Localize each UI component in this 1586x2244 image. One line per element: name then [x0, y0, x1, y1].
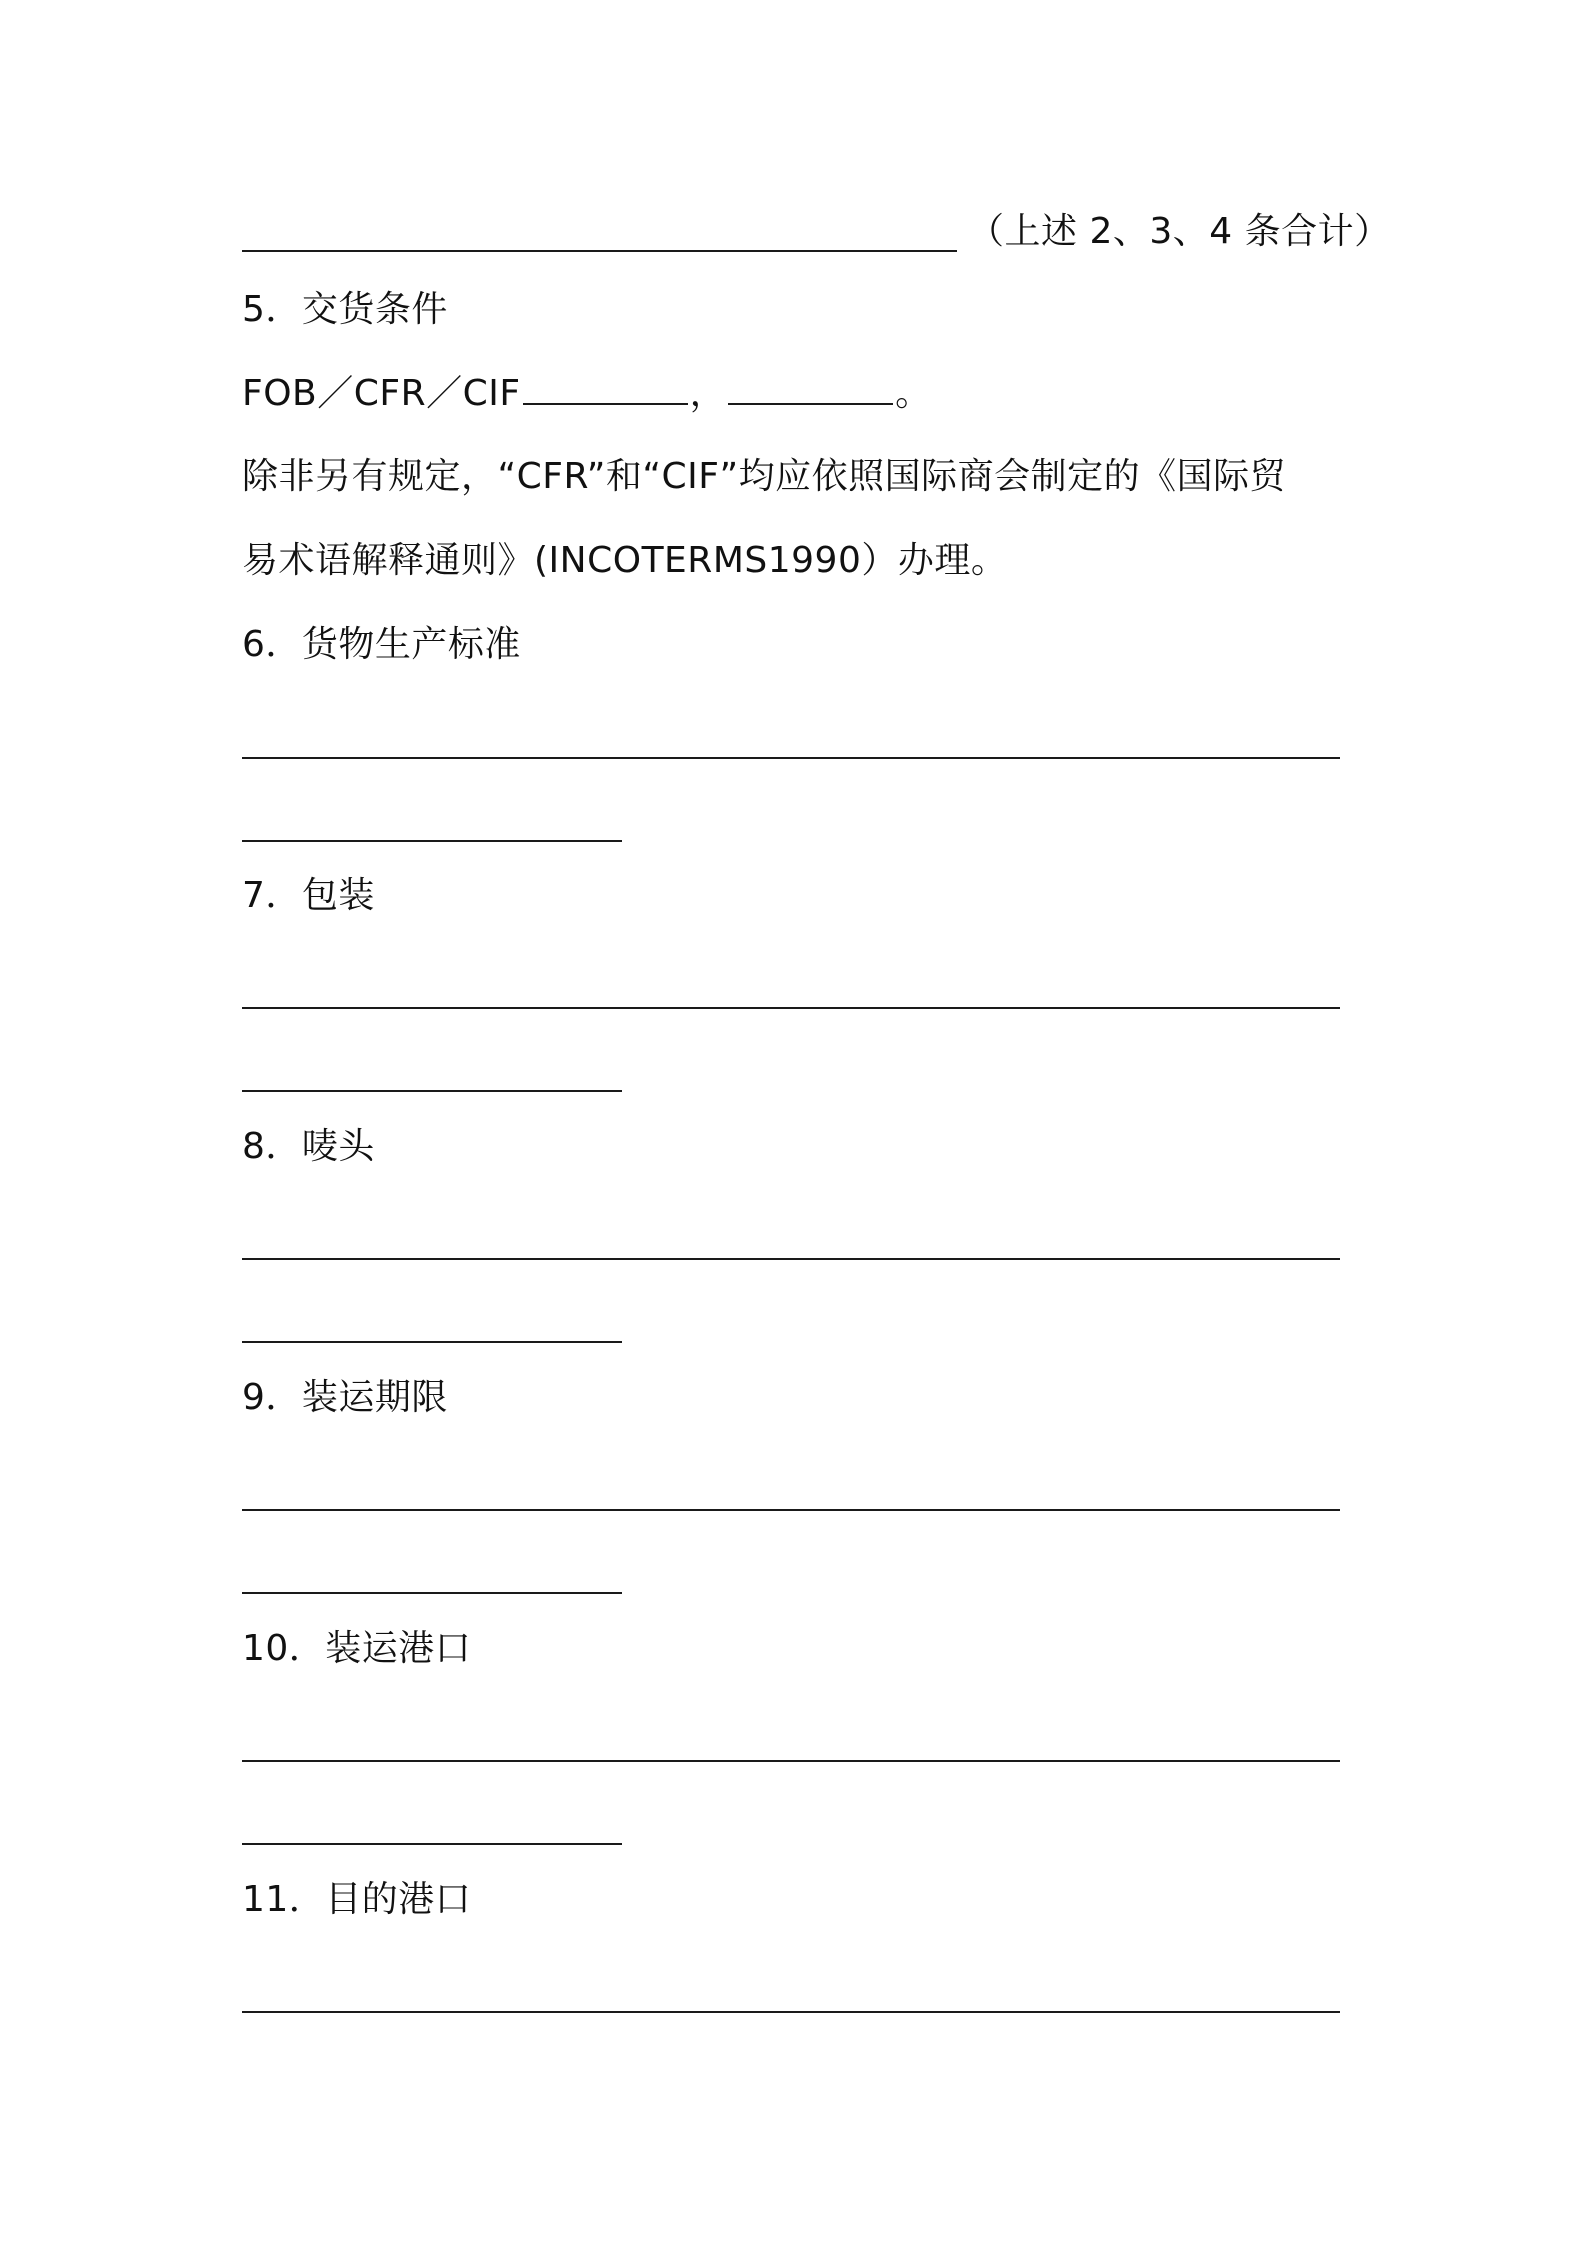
delivery-terms-line: [242, 370, 932, 418]
section-10-blank-line-2[interactable]: [242, 1843, 622, 1845]
delivery-separator: ，: [689, 373, 727, 414]
section-10-blank-line-1[interactable]: [242, 1760, 1340, 1762]
section-10-heading: 10．装运港口: [242, 1628, 472, 1669]
section-8-heading: 8．唛头: [242, 1126, 375, 1167]
section-11-heading: 11．目的港口: [242, 1879, 472, 1920]
section-6-heading: 6．货物生产标准: [242, 624, 521, 665]
section-6-blank-line-1[interactable]: [242, 757, 1340, 759]
delivery-blank-2[interactable]: [728, 373, 893, 405]
section-7-blank-line-2[interactable]: [242, 1090, 622, 1092]
section-7-heading: 7．包装: [242, 875, 375, 916]
delivery-blank-1[interactable]: [523, 373, 688, 405]
section-9-blank-line-2[interactable]: [242, 1592, 622, 1594]
incoterms-note-line-2: 易术语解释通则》(INCOTERMS1990）办理。: [242, 540, 1008, 581]
section-9-blank-line-1[interactable]: [242, 1509, 1340, 1511]
delivery-terms-prefix: FOB／CFR／CIF: [242, 373, 521, 414]
section-8-blank-line-2[interactable]: [242, 1341, 622, 1343]
delivery-ending: 。: [895, 373, 932, 414]
section-8-blank-line-1[interactable]: [242, 1258, 1340, 1260]
section-7-blank-line-1[interactable]: [242, 1007, 1340, 1009]
section-5-heading: 5．交货条件: [242, 289, 448, 330]
section-6-blank-line-2[interactable]: [242, 840, 622, 842]
section-11-blank-line-1[interactable]: [242, 2011, 1340, 2013]
summary-note: （上述 2、3、4 条合计）: [968, 211, 1391, 252]
incoterms-note-line-1: 除非另有规定，“CFR”和“CIF”均应依照国际商会制定的《国际贸: [242, 456, 1287, 497]
sum-blank-line[interactable]: [242, 250, 957, 252]
section-9-heading: 9．装运期限: [242, 1377, 448, 1418]
